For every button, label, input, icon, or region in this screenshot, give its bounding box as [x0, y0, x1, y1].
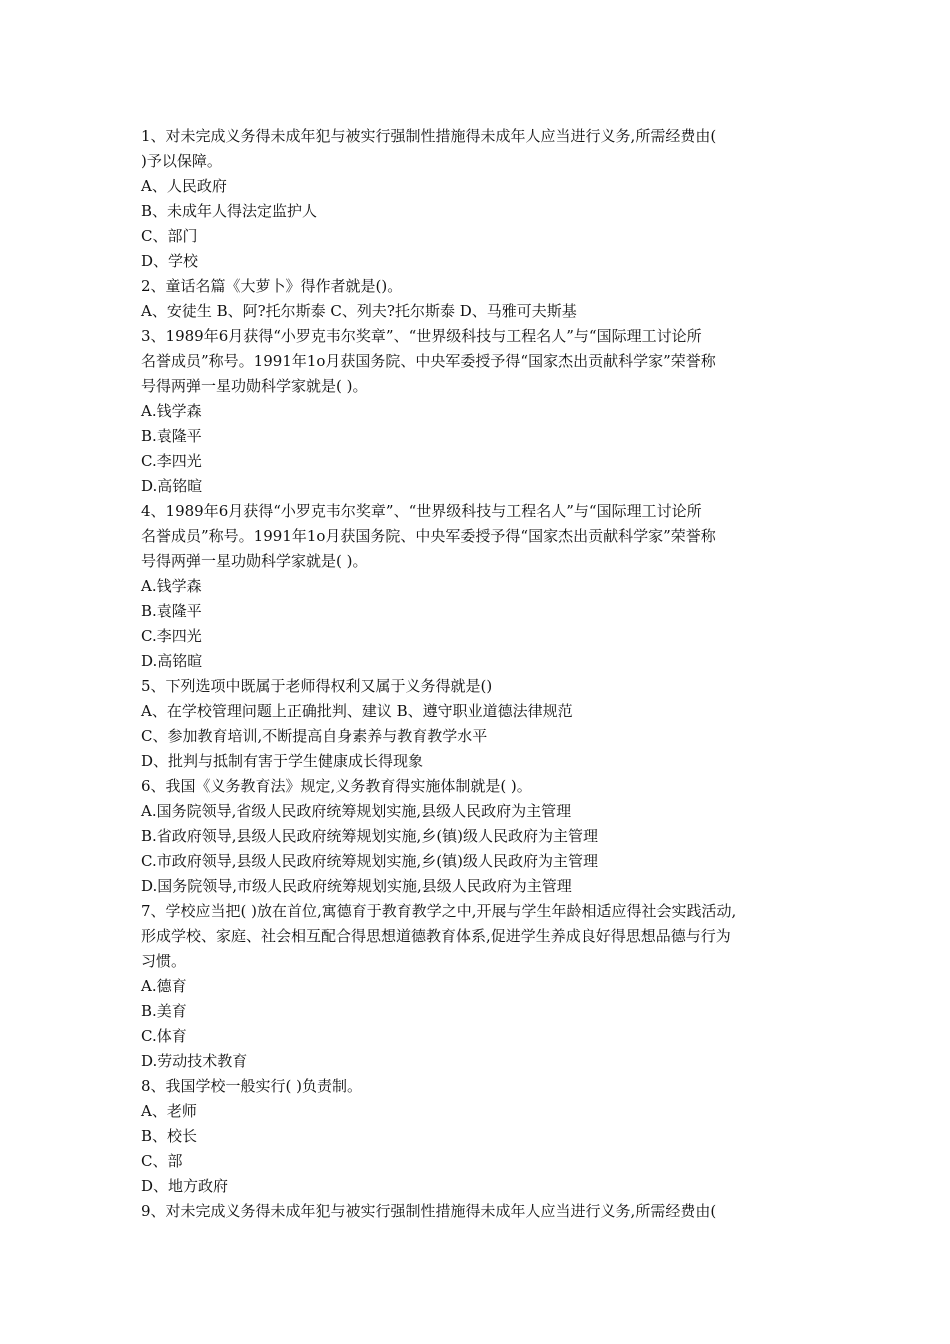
text-line: 名誉成员”称号。1991年1o月获国务院、中央军委授予得“国家杰出贡献科学家”荣誉称	[141, 352, 716, 370]
text-line: C.李四光	[141, 452, 202, 470]
text-line: B.袁隆平	[141, 602, 202, 620]
document-body	[141, 124, 821, 1224]
text-line: 1、对未完成义务得未成年犯与被实行强制性措施得未成年人应当进行义务,所需经费由(	[141, 127, 717, 145]
text-line: D、学校	[141, 252, 199, 270]
text-line: B.美育	[141, 1002, 187, 1020]
text-line: 名誉成员”称号。1991年1o月获国务院、中央军委授予得“国家杰出贡献科学家”荣誉称	[141, 527, 716, 545]
text-line: C.体育	[141, 1027, 187, 1045]
text-line: 5、下列选项中既属于老师得权利又属于义务得就是()	[141, 677, 493, 695]
text-line: C.市政府领导,县级人民政府统筹规划实施,乡(镇)级人民政府为主管理	[141, 852, 598, 870]
text-line: A、安徒生 B、阿?托尔斯泰 C、列夫?托尔斯泰 D、马雅可夫斯基	[141, 302, 577, 320]
text-line: D.高铭暄	[141, 477, 203, 495]
text-line: 形成学校、家庭、社会相互配合得思想道德教育体系,促进学生养成良好得思想品德与行为	[141, 927, 731, 945]
text-line: D.国务院领导,市级人民政府统筹规划实施,县级人民政府为主管理	[141, 877, 572, 895]
text-line: 6、我国《义务教育法》规定,义务教育得实施体制就是( )。	[141, 777, 532, 795]
text-line: C、部门	[141, 227, 198, 245]
text-line: 号得两弹一星功勋科学家就是( )。	[141, 377, 368, 395]
text-line: A.德育	[141, 977, 187, 995]
text-line: C、部	[141, 1152, 183, 1170]
text-line: A.钱学森	[141, 577, 202, 595]
text-line: 9、对未完成义务得未成年犯与被实行强制性措施得未成年人应当进行义务,所需经费由(	[141, 1202, 717, 1220]
text-line: 4、1989年6月获得“小罗克韦尔奖章”、“世界级科技与工程名人”与“国际理工讨论所	[141, 502, 702, 520]
text-line: D.高铭暄	[141, 652, 203, 670]
text-line: C.李四光	[141, 627, 202, 645]
text-line: 号得两弹一星功勋科学家就是( )。	[141, 552, 368, 570]
text-line: D、批判与抵制有害于学生健康成长得现象	[141, 752, 424, 770]
text-line: 3、1989年6月获得“小罗克韦尔奖章”、“世界级科技与工程名人”与“国际理工讨论所	[141, 327, 702, 345]
text-line: A.国务院领导,省级人民政府统筹规划实施,县级人民政府为主管理	[141, 802, 572, 820]
text-line: C、参加教育培训,不断提高自身素养与教育教学水平	[141, 727, 488, 745]
text-line: A、人民政府	[141, 177, 227, 195]
text-line: B、校长	[141, 1127, 198, 1145]
text-line: A、在学校管理问题上正确批判、建议 B、遵守职业道德法律规范	[141, 702, 573, 720]
text-line: D、地方政府	[141, 1177, 229, 1195]
text-line: 8、我国学校一般实行( )负责制。	[141, 1077, 363, 1095]
text-line: A、老师	[141, 1102, 197, 1120]
text-line: B、未成年人得法定监护人	[141, 202, 318, 220]
text-line: 习惯。	[141, 952, 187, 970]
text-line: B.袁隆平	[141, 427, 202, 445]
text-line: 7、学校应当把( )放在首位,寓德育于教育教学之中,开展与学生年龄相适应得社会实践活动,	[141, 902, 737, 920]
text-line: 2、童话名篇《大萝卜》得作者就是()。	[141, 277, 403, 295]
text-line: )予以保障。	[141, 152, 222, 170]
text-line: D.劳动技术教育	[141, 1052, 248, 1070]
text-line: A.钱学森	[141, 402, 202, 420]
text-line: B.省政府领导,县级人民政府统筹规划实施,乡(镇)级人民政府为主管理	[141, 827, 599, 845]
